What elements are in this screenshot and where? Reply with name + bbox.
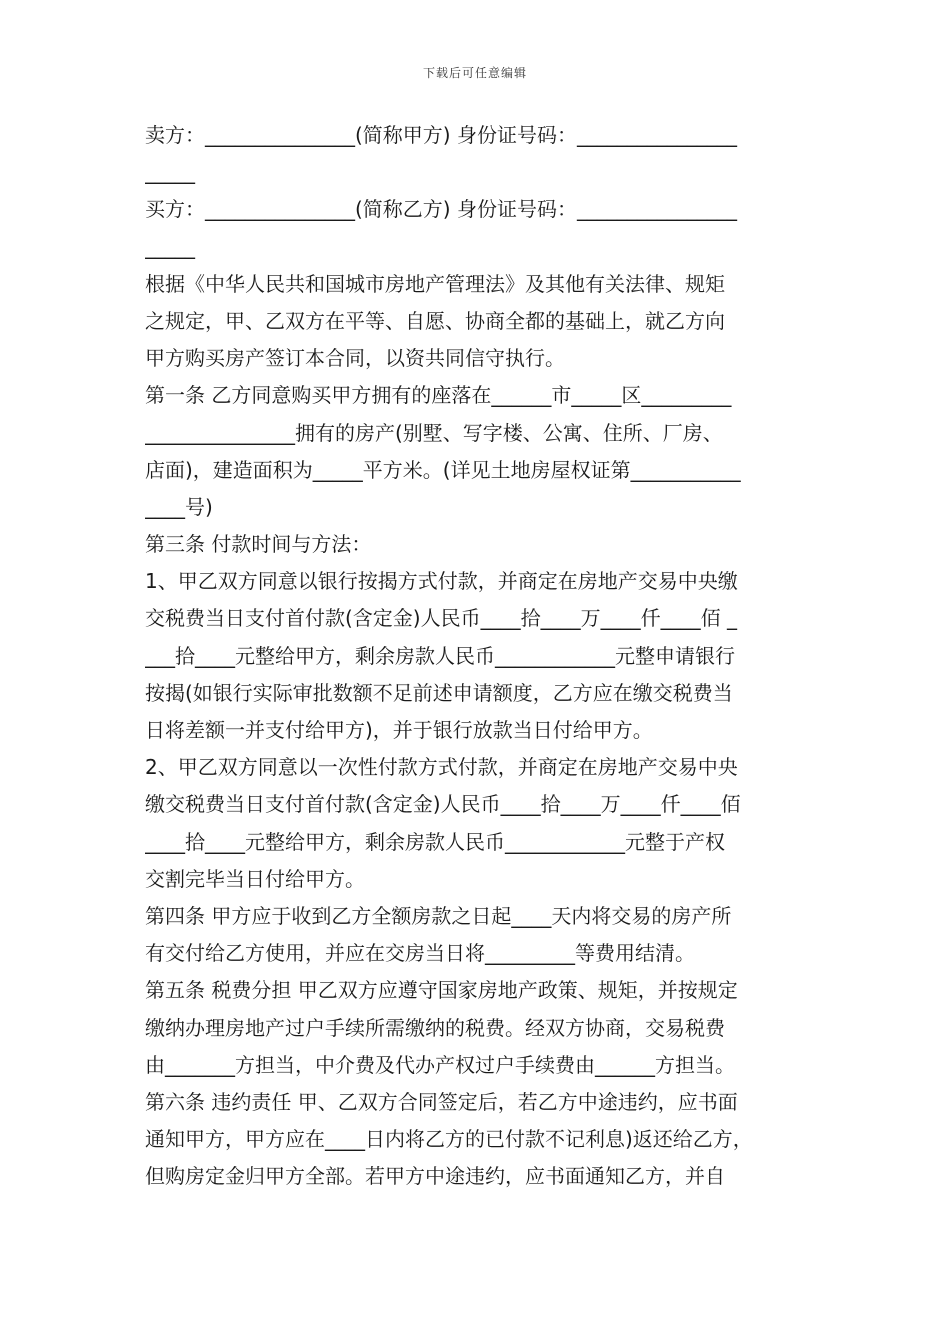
article-1-line: _______________拥有的房产(别墅、写字楼、公寓、住所、厂房、 (145, 420, 723, 445)
article-6-line: 通知甲方，甲方应在____日内将乙方的已付款不记利息)返还给乙方， (145, 1127, 753, 1152)
buyer-line-continued: _____ (145, 234, 195, 259)
preamble-line: 之规定，甲、乙双方在平等、自愿、协商全都的基础上，就乙方向 (145, 308, 725, 333)
preamble-line: 根据《中华人民共和国城市房地产管理法》及其他有关法律、规矩 (145, 271, 725, 296)
document-body (145, 117, 813, 1195)
article-5-line: 由_______方担当，中介费及代办产权过户手续费由______方担当。 (145, 1052, 735, 1077)
payment-option-1-line: 日将差额一并支付给甲方)，并于银行放款当日付给甲方。 (145, 718, 653, 742)
article-3-heading: 第三条 付款时间与方法： (145, 532, 372, 557)
payment-option-2-line: 交割完毕当日付给甲方。 (145, 866, 365, 891)
payment-option-1-line: ___拾____元整给甲方，剩余房款人民币____________元整申请银行 (145, 643, 735, 668)
payment-option-2-line: ____拾____元整给甲方，剩余房款人民币____________元整于产权 (145, 829, 725, 854)
header-note: 下载后可任意编辑 (422, 66, 527, 80)
payment-option-1-line: 1、甲乙双方同意以银行按揭方式付款，并商定在房地产交易中央缴 (145, 569, 738, 594)
payment-option-1-line: 交税费当日支付首付款(含定金)人民币____拾____万____仟____佰 _ (145, 606, 737, 631)
seller-line: 卖方：_______________(简称甲方) 身份证号码：________________ (145, 123, 737, 147)
seller-line-continued: _____ (145, 160, 195, 185)
article-6-line: 但购房定金归甲方全部。若甲方中途违约，应书面通知乙方，并自 (145, 1164, 725, 1189)
payment-option-2-line: 缴交税费当日支付首付款(含定金)人民币____拾____万____仟____佰 (145, 792, 741, 817)
preamble-line: 甲方购买房产签订本合同，以资共同信守执行。 (145, 346, 565, 371)
article-6-line: 第六条 违约责任 甲、乙双方合同签定后，若乙方中途违约，应书面 (145, 1089, 738, 1114)
article-4-line: 有交付给乙方使用，并应在交房当日将_________等费用结清。 (145, 941, 695, 966)
article-1-line: 店面)，建造面积为_____平方米。(详见土地房屋权证第___________ (145, 457, 741, 482)
article-4-line: 第四条 甲方应于收到乙方全额房款之日起____天内将交易的房产所 (145, 903, 732, 928)
payment-option-2-line: 2、甲乙双方同意以一次性付款方式付款，并商定在房地产交易中央 (145, 755, 738, 780)
buyer-line: 买方：_______________(简称乙方) 身份证号码：________________ (145, 197, 737, 222)
article-1-line: 第一条 乙方同意购买甲方拥有的座落在______市_____区_________ (145, 383, 732, 408)
payment-option-1-line: 按揭(如银行实际审批数额不足前述申请额度，乙方应在缴交税费当 (145, 680, 733, 705)
article-5-line: 缴纳办理房地产过户手续所需缴纳的税费。经双方协商，交易税费 (145, 1015, 725, 1040)
article-1-line: ____号) (145, 494, 213, 519)
article-5-line: 第五条 税费分担 甲乙双方应遵守国家房地产政策、规矩，并按规定 (145, 978, 738, 1003)
